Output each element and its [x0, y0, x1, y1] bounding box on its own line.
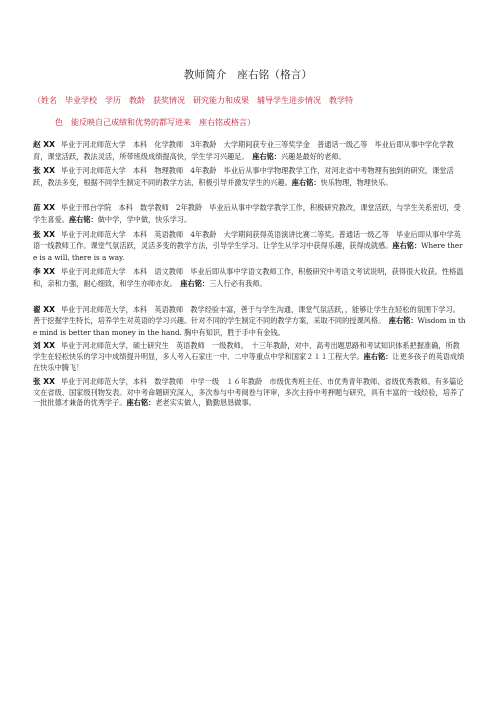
teacher-name: 李 XX [33, 267, 55, 277]
teacher-entry [33, 304, 466, 339]
writing-guide-line-1: （姓名 毕业学校 学历 教龄 获奖情况 研究能力和成果 辅导学生进步情况 教学特 [33, 96, 353, 105]
teacher-motto: 三人行必有我师。 [209, 278, 267, 288]
teacher-entry [33, 266, 466, 289]
teacher-bio: 毕业于河北师范大学，硕士研究生 英语教师 一级教师。 十三年教龄，对中、高考出题思路和考试知识体系把握准确，所教学生在轻松快乐的学习中成绩提升明显，多人考入石家庄一中、二中等重点中学和国家２１１工程大学。 [33, 341, 460, 362]
teacher-entry [33, 139, 466, 162]
motto-label: 座右铭： [388, 316, 418, 326]
teacher-bio: 毕业于河北师范大学，本科 数学教师 中学一级 １６年教龄 市级优秀班主任、市优秀青年教师、省级优秀教师。有多篇论文在省级、国家级刊物发表。对中考命题研究深入，多次参与中考阅卷与评审，多次主持中考押题与研究，具有丰富的一线经验，培养了一批批德才兼备的优秀学子。 [33, 376, 465, 408]
teacher-entry [33, 202, 466, 225]
teacher-name: 张 XX [33, 376, 55, 386]
teacher-motto: 让更多孩子的英语成绩在快乐中腾飞！ [33, 352, 465, 372]
teacher-motto: Wisdom in the mind is better than money in the hand. 胸中有知识，胜于手中有金钱。 [33, 316, 466, 337]
teacher-bio: 毕业于河北师范大学 本科 物理教师 4年教龄 毕业后从事中学物理教学工作，对河北省中考物理有独到的研究，课堂活跃，教法多变，根据不同学生制定不同的教学方法，积极引导并激发学生的兴趣。 [33, 166, 454, 187]
teacher-name: 赵 XX [33, 140, 55, 149]
writing-guide-line-2: 色 能反映自己成绩和优势的都写进来 座右铭或格言） [55, 118, 255, 127]
teacher-bio: 毕业于河北师范大学 本科 化学教师 3年教龄 大学期间获专业三等奖学金 普通话一级乙等 毕业后即从事中学化学教育，课堂活跃，教法灵活，所带班级成绩提高快，学生学习兴趣足。 [33, 140, 454, 161]
teacher-bio: 毕业于邢台学院 本科 数学教师 2年教龄 毕业后从事中学数学教学工作，积极研究教改，课堂活跃，与学生关系密切，受学生喜爱。 [33, 203, 461, 224]
teacher-bio: 毕业于河北师范大学，本科 英语教师 教学经验丰富，善于与学生沟通，课堂气氛活跃，，能够让学生在轻松的氛围下学习。善于挖掘学生特长，培养学生对英语的学习兴趣。针对不同的学生制定不同的教学方案，采取不同的授课风格。 [33, 304, 460, 326]
teacher-motto: 快乐物理，物理快乐。 [320, 177, 393, 187]
teacher-name: 张 XX [33, 229, 55, 239]
teacher-entry [33, 377, 466, 409]
teacher-motto: 做中学，学中做，快乐学习。 [97, 214, 192, 224]
motto-label: 座右铭： [363, 352, 393, 362]
motto-label: 座右铭： [68, 214, 98, 224]
teacher-name: 苗 XX [33, 203, 55, 213]
teacher-name: 张 XX [33, 166, 55, 176]
teacher-name: 翟 XX [33, 304, 55, 314]
motto-label: 座右铭： [252, 151, 281, 161]
teacher-bio: 毕业于河北师范大学 本科 语文教师 毕业后即从事中学语文教师工作，积极研究中考语文考试说明，获得很大收获。性格温和，亲和力强，耐心细致，和学生亦师亦友。 [33, 267, 464, 288]
motto-label: 座右铭： [392, 241, 422, 251]
teacher-entry [33, 165, 466, 188]
teacher-motto: 兴趣是最好的老师。 [280, 151, 346, 161]
teacher-motto: 老老实实做人，勤勤恳恳做事。 [155, 398, 256, 408]
teacher-bio: 毕业于河北师范大学 本科 英语教师 4年教龄 大学期间获得英语演讲比赛二等奖。普通话一级乙等 毕业后即从事中学英语一线教师工作。课堂气氛活跃，灵活多变的教学方法，引导学生学习。让学生从学习中获得乐趣，获得成就感。 [33, 229, 461, 251]
teacher-list [33, 139, 466, 412]
motto-label: 座右铭： [291, 177, 321, 187]
page-title: 教师简介 座右铭（格言） [183, 69, 313, 81]
teacher-entry [33, 341, 466, 373]
teacher-motto: Where there is a will, there is a way. [33, 241, 463, 262]
motto-label: 座右铭： [180, 278, 210, 288]
motto-label: 座右铭： [126, 398, 156, 408]
teacher-name: 刘 XX [33, 341, 55, 351]
teacher-entry [33, 229, 466, 264]
